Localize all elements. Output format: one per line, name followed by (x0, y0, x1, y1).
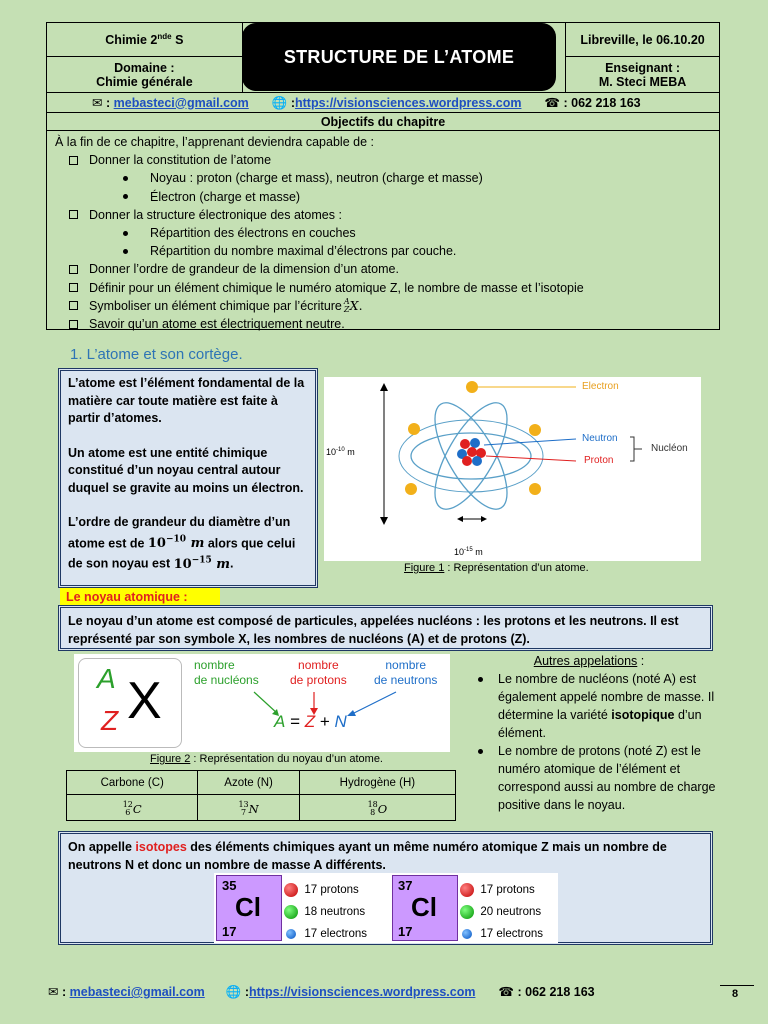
figure2-caption: Figure 2 : Représentation du noyau d’un atome. (150, 753, 383, 765)
header-website-link[interactable]: https://visionsciences.wordpress.com (294, 95, 522, 110)
contact-row: ✉ : mebasteci@gmail.com 🌐 :https://visionsciences.wordpress.com ☎ : 062 218 163 (47, 93, 720, 113)
checkbox-icon (69, 265, 78, 274)
proton-ball (467, 447, 477, 457)
table-cell: 18 8 O (299, 795, 455, 821)
objective-item: Savoir qu’un atome est électriquement neutre. (55, 315, 711, 333)
chlorine-37-box: 37 Cl 17 (392, 875, 458, 941)
table-header-cell: Carbone (C) (67, 771, 198, 795)
atom-paragraph-1: L’atome est l’élément fondamental de la matière car toute matière est faite à partir d’atomes. (68, 376, 305, 425)
teacher-cell: Enseignant : M. Steci MEBA (566, 57, 720, 93)
place-date: Libreville, le 06.10.20 (566, 23, 720, 57)
checkbox-icon (69, 283, 78, 292)
neutron-icon (460, 905, 474, 919)
neutron-icon (284, 905, 298, 919)
objective-subitem: Noyau : proton (charge et mass), neutron (charge et masse) (55, 169, 711, 187)
electron-icon (286, 929, 296, 939)
proton-icon (284, 883, 298, 897)
neutrons-caption: nombre de neutrons (374, 658, 438, 687)
nucleus-heading: Le noyau atomique : (60, 588, 220, 606)
nucleons-caption: nombre de nucléons (194, 658, 259, 687)
table-cell: 13 7 N (198, 795, 299, 821)
bullet-icon (123, 231, 128, 236)
list-item: Le nombre de nucléons (noté A) est également appelé nombre de masse. Il détermine la variété isotopique d’un élément. (472, 670, 716, 742)
bullet-icon (123, 176, 128, 181)
objectives-intro: À la fin de ce chapitre, l’apprenant deviendra capable de : (55, 135, 374, 149)
objective-item: Donner la structure électronique des atomes : (55, 206, 711, 224)
domain-cell: Domaine : Chimie générale (47, 57, 243, 93)
nucleon-label: Nucléon (651, 443, 688, 454)
globe-icon: 🌐 (225, 985, 242, 999)
objective-item: Donner la constitution de l’atome (55, 151, 711, 169)
globe-icon: 🌐 (271, 95, 288, 110)
page-number: 8 (732, 988, 739, 1000)
electron-ball (529, 483, 541, 495)
electron-ball (529, 424, 541, 436)
isotopes-figure (214, 873, 558, 943)
objective-item: Donner l’ordre de grandeur de la dimension d’un atome. (55, 260, 711, 278)
atom-paragraph-3: L’ordre de grandeur du diamètre d’un atome est de $10^{-10}$ m alors que celui de son noyau est $10^{-15}$ m. (68, 515, 296, 572)
nucleus-scale-label: $10^{-15}$ m (454, 547, 483, 557)
proton-ball (462, 456, 472, 466)
isotopes-definition: On appelle isotopes des éléments chimiques ayant un même numéro atomique Z mais un nombre de neutrons N et donc un nombre de masse A différents. (68, 840, 667, 872)
objective-subitem: Électron (charge et masse) (55, 188, 711, 206)
list-item: Le nombre de protons (noté Z) est le numéro atomique de l’élément et correspond aussi au nombre de charge positive dans le noyau. (472, 742, 716, 814)
atom-figure (324, 377, 701, 561)
page-title: STRUCTURE DE L’ATOME (242, 23, 556, 91)
atom-diagram (324, 377, 701, 561)
electron-ball (408, 423, 420, 435)
proton-icon (460, 883, 474, 897)
nuclide-notation: A Z X . (343, 296, 363, 314)
neutron-label: Neutron (582, 433, 618, 444)
bullet-icon (123, 194, 128, 199)
objectives-heading: Objectifs du chapitre (47, 113, 720, 131)
other-names-title: Autres appelations : (533, 654, 645, 668)
electron-icon (462, 929, 472, 939)
atom-paragraph-2: Un atome est une entité chimique constitué d’un noyau central autour duquel se gravite au moins un électron. (68, 445, 304, 495)
chlorine-35-composition: 17 protons 18 neutrons 17 electrons (284, 879, 367, 945)
objective-item: Définir pour un élément chimique le numéro atomique Z, le nombre de masse et l’isotopie (55, 279, 711, 297)
chlorine-35-box: 35 Cl 17 (216, 875, 282, 941)
objectives-box (46, 130, 720, 330)
phone-icon: ☎ (544, 95, 560, 110)
other-names-section (472, 652, 716, 814)
table-row (67, 795, 456, 821)
envelope-icon: ✉ (92, 95, 103, 110)
elements-table (66, 770, 456, 821)
objective-subitem: Répartition du nombre maximal d’électrons par couche. (55, 242, 711, 260)
electron-label: Electron (582, 381, 619, 392)
electron-ball (405, 483, 417, 495)
figure1-caption: Figure 1 : Représentation d’un atome. (404, 562, 589, 574)
nuclide-symbol-box: A Z X (78, 658, 182, 748)
bullet-icon (123, 249, 128, 254)
neutron-ball (470, 438, 480, 448)
electron-ball (466, 381, 478, 393)
proton-label: Proton (584, 455, 614, 466)
footer-email-link[interactable]: mebasteci@gmail.com (69, 985, 205, 999)
nucleus-box: Le noyau d’un atome est composé de particules, appelées nucléons : les protons et les neutrons. Il est représenté par son symbole X, les nombres de nucléons (A) et de protons (Z). (58, 605, 713, 651)
proton-ball (460, 439, 470, 449)
checkbox-icon (69, 210, 78, 219)
table-header-row (67, 771, 456, 795)
notation-equation: A = Z + N (274, 712, 347, 731)
atom-definition-box (58, 368, 318, 588)
table-header-cell: Hydrogène (H) (299, 771, 455, 795)
envelope-icon: ✉ (48, 985, 59, 999)
chlorine-37-composition: 17 protons 20 neutrons 17 electrons (460, 879, 543, 945)
phone-icon: ☎ (498, 985, 514, 999)
objective-item: Symboliser un élément chimique par l’écriture A Z X . (55, 297, 711, 315)
nucleus-notation-figure (74, 654, 450, 752)
footer-contacts: ✉ : mebasteci@gmail.com 🌐 :https://visionsciences.wordpress.com ☎ : 062 218 163 (48, 985, 595, 999)
footer-website-link[interactable]: https://visionsciences.wordpress.com (248, 985, 476, 999)
objective-subitem: Répartition des électrons en couches (55, 224, 711, 242)
checkbox-icon (69, 301, 78, 310)
notation-arrows (74, 654, 450, 752)
protons-caption: nombre de protons (290, 658, 347, 687)
page-number-rule (720, 985, 754, 986)
table-header-cell: Azote (N) (198, 771, 299, 795)
checkbox-icon (69, 156, 78, 165)
course-cell: Chimie 2nde S (47, 23, 243, 57)
checkbox-icon (69, 320, 78, 329)
section-title: 1. L’atome et son cortège. (70, 346, 243, 363)
neutron-ball (472, 456, 482, 466)
header-email-link[interactable]: mebasteci@gmail.com (113, 95, 249, 110)
atom-scale-label: $10^{-10}$ m (326, 447, 355, 457)
table-cell: 12 6 C (67, 795, 198, 821)
